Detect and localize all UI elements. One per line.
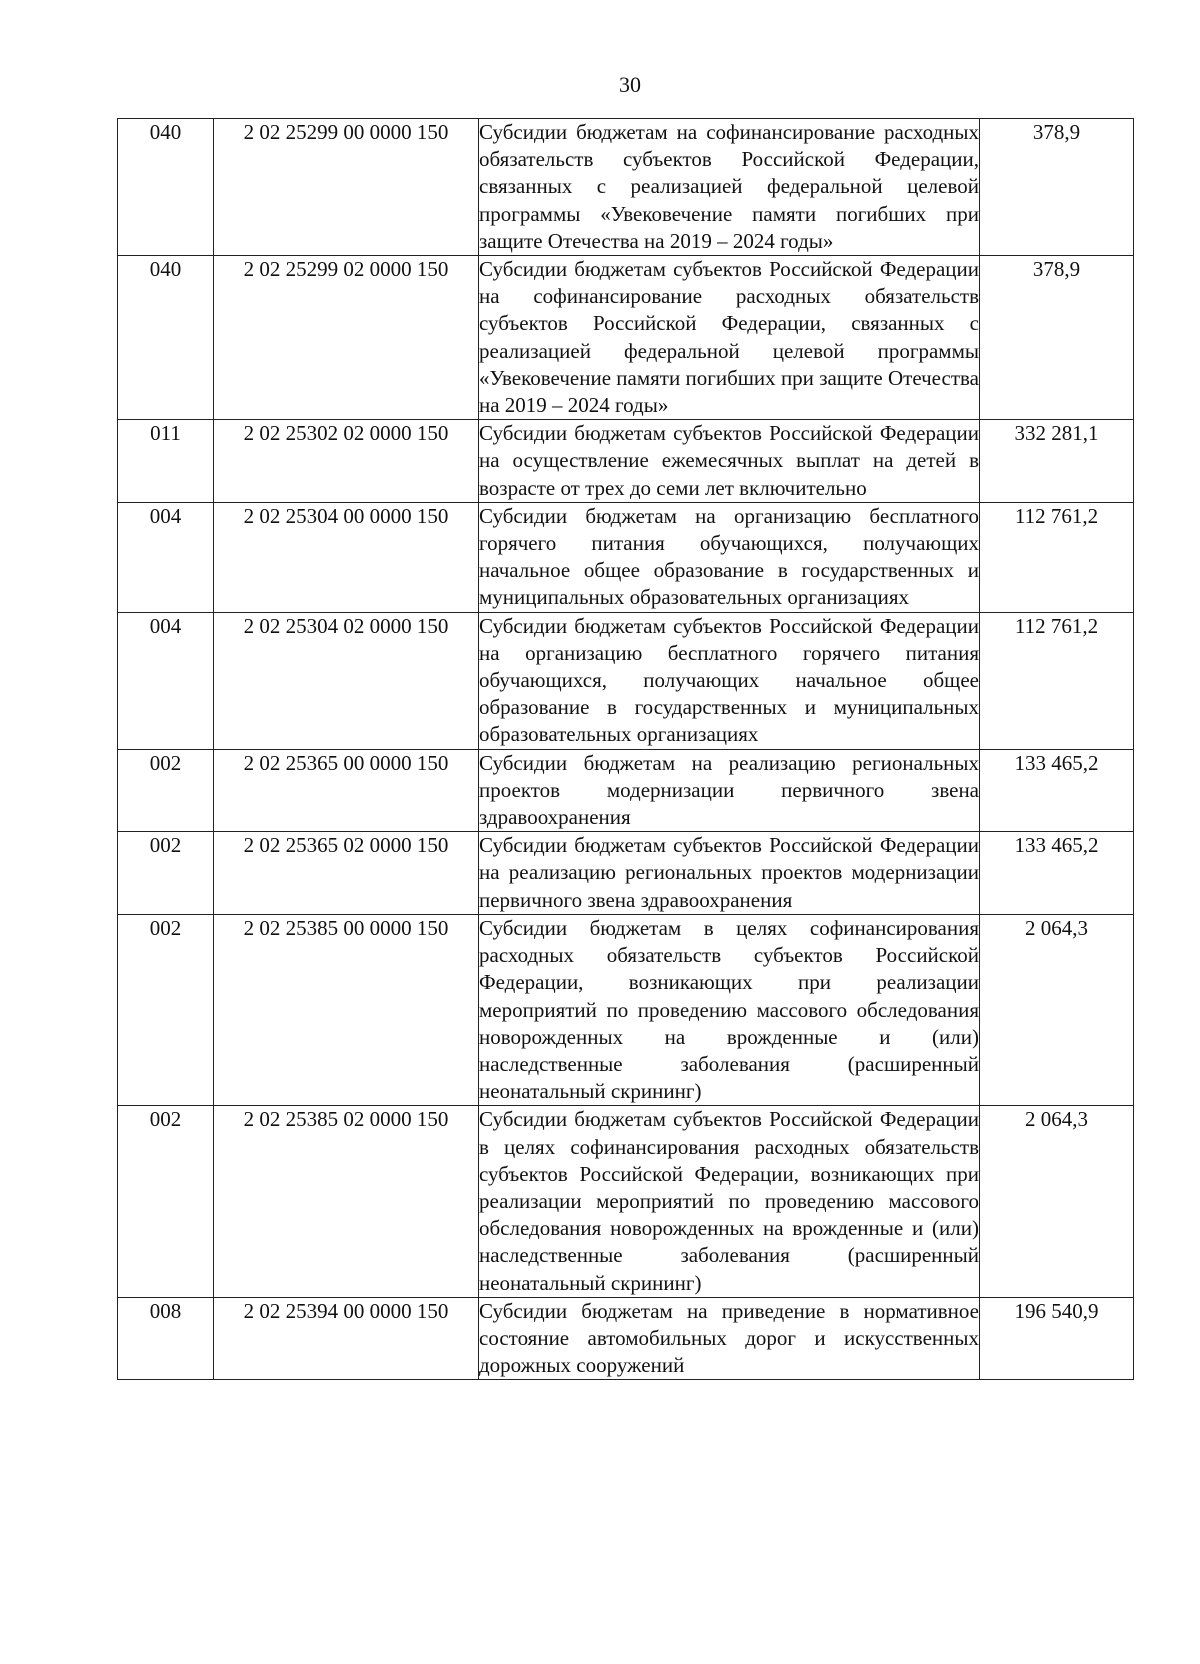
amount-cell: 112 761,2 [980,612,1134,749]
table-row [118,119,1134,256]
revenue-name-cell: Субсидии бюджетам субъектов Российской Федерации на реализацию региональных проектов модернизации первичного звена здравоохранения [479,832,980,915]
budget-classification-code-cell: 2 02 25299 00 0000 150 [214,119,479,256]
table-row [118,502,1134,612]
revenue-name-cell: Субсидии бюджетам на реализацию региональных проектов модернизации первичного звена здравоохранения [479,749,980,832]
amount-cell: 133 465,2 [980,749,1134,832]
admin-code-cell: 002 [118,1106,214,1297]
budget-classification-code-cell: 2 02 25385 02 0000 150 [214,1106,479,1297]
budget-revenue-table [117,118,1134,1380]
admin-code-cell: 008 [118,1297,214,1380]
budget-classification-code-cell: 2 02 25302 02 0000 150 [214,420,479,503]
revenue-name-cell: Субсидии бюджетам субъектов Российской Федерации на организацию бесплатного горячего питания обучающихся, получающих начальное общее образование в государственных и муниципальных образовательных организациях [479,612,980,749]
admin-code-cell: 040 [118,119,214,256]
admin-code-cell: 004 [118,612,214,749]
table-row [118,256,1134,420]
table-row [118,420,1134,503]
table-row [118,832,1134,915]
budget-classification-code-cell: 2 02 25365 02 0000 150 [214,832,479,915]
budget-classification-code-cell: 2 02 25365 00 0000 150 [214,749,479,832]
revenue-name-cell: Субсидии бюджетам на организацию бесплатного горячего питания обучающихся, получающих начальное общее образование в государственных и муниципальных образовательных организациях [479,502,980,612]
admin-code-cell: 011 [118,420,214,503]
revenue-name-cell: Субсидии бюджетам на приведение в нормативное состояние автомобильных дорог и искусственных дорожных сооружений [479,1297,980,1380]
amount-cell: 378,9 [980,119,1134,256]
admin-code-cell: 002 [118,832,214,915]
revenue-name-cell: Субсидии бюджетам субъектов Российской Федерации на осуществление ежемесячных выплат на детей в возрасте от трех до семи лет включительно [479,420,980,503]
budget-classification-code-cell: 2 02 25385 00 0000 150 [214,914,479,1105]
budget-classification-code-cell: 2 02 25304 00 0000 150 [214,502,479,612]
table-row [118,1297,1134,1380]
revenue-name-cell: Субсидии бюджетам субъектов Российской Федерации в целях софинансирования расходных обязательств субъектов Российской Федерации, возникающих при реализации мероприятий по проведению массового обследования новорожденных на врожденные и (или) наследственные заболевания (расширенный неонатальный скрининг) [479,1106,980,1297]
revenue-name-cell: Субсидии бюджетам на софинансирование расходных обязательств субъектов Российской Федерации, связанных с реализацией федеральной целевой программы «Увековечение памяти погибших при защите Отечества на 2019 – 2024 годы» [479,119,980,256]
admin-code-cell: 002 [118,749,214,832]
table-row [118,749,1134,832]
table-body [118,119,1134,1380]
admin-code-cell: 040 [118,256,214,420]
revenue-name-cell: Субсидии бюджетам в целях софинансирования расходных обязательств субъектов Российской Федерации, возникающих при реализации мероприятий по проведению массового обследования новорожденных на врожденные и (или) наследственные заболевания (расширенный неонатальный скрининг) [479,914,980,1105]
budget-classification-code-cell: 2 02 25394 00 0000 150 [214,1297,479,1380]
revenue-name-cell: Субсидии бюджетам субъектов Российской Федерации на софинансирование расходных обязательств субъектов Российской Федерации, связанных с реализацией федеральной целевой программы «Увековечение памяти погибших при защите Отечества на 2019 – 2024 годы» [479,256,980,420]
amount-cell: 133 465,2 [980,832,1134,915]
amount-cell: 2 064,3 [980,1106,1134,1297]
amount-cell: 2 064,3 [980,914,1134,1105]
amount-cell: 332 281,1 [980,420,1134,503]
table-row [118,1106,1134,1297]
budget-classification-code-cell: 2 02 25299 02 0000 150 [214,256,479,420]
admin-code-cell: 004 [118,502,214,612]
admin-code-cell: 002 [118,914,214,1105]
amount-cell: 378,9 [980,256,1134,420]
amount-cell: 112 761,2 [980,502,1134,612]
amount-cell: 196 540,9 [980,1297,1134,1380]
table-row [118,612,1134,749]
table-row [118,914,1134,1105]
budget-classification-code-cell: 2 02 25304 02 0000 150 [214,612,479,749]
page-number: 30 [619,72,641,97]
